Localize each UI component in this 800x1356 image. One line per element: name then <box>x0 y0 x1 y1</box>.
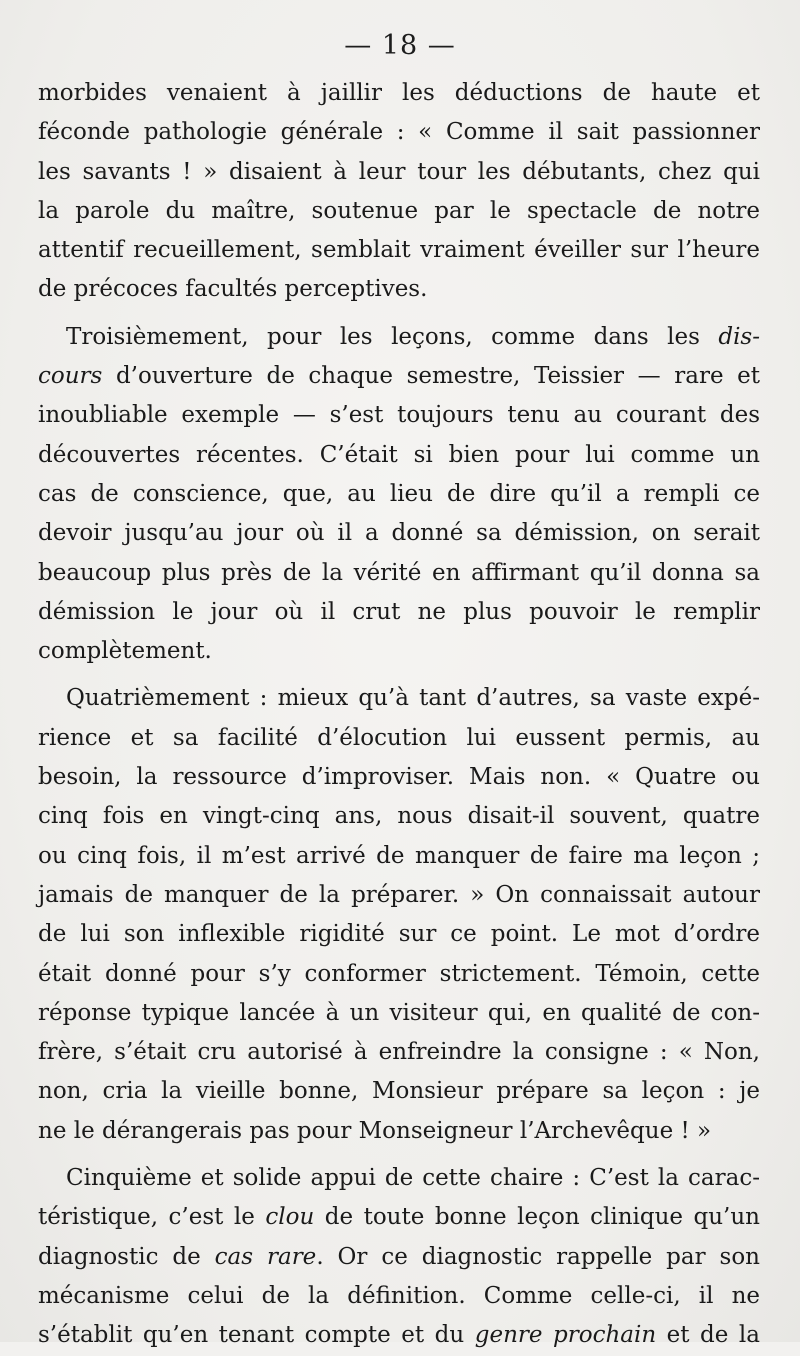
text-line: réponse typique lancée à un visiteur qui, en qualité de con- <box>38 999 760 1026</box>
text-line: ou cinq fois, il m’est arrivé de manquer de faire ma leçon ; <box>38 842 760 869</box>
text-line: jamais de manquer de la préparer. » On connaissait autour <box>38 881 760 908</box>
text-line: Quatrièmement : mieux qu’à tant d’autres, sa vaste expé- <box>66 685 760 712</box>
body-text <box>38 74 760 1356</box>
text-line: mécanisme celui de la définition. Comme celle-ci, il ne <box>38 1282 760 1309</box>
text-line: inoubliable exemple — s’est toujours tenu au courant des <box>38 402 760 429</box>
page-number: — 18 — <box>344 30 456 61</box>
text-line: frère, s’était cru autorisé à enfreindre la consigne : « Non, <box>38 1039 760 1066</box>
paragraph-4 <box>38 1159 760 1355</box>
text-line: complètement. <box>38 638 212 665</box>
text-line: cas de conscience, que, au lieu de dire qu’il a rempli ce <box>38 480 760 507</box>
text-line: cinq fois en vingt-cinq ans, nous disait-il souvent, quatre <box>38 803 760 830</box>
text-line: rience et sa facilité d’élocution lui eussent permis, au <box>38 724 760 751</box>
text-line: attentif recueillement, semblait vraiment éveiller sur l’heure <box>38 237 760 264</box>
text-line: besoin, la ressource d’improviser. Mais non. « Quatre ou <box>38 764 760 791</box>
text-line: les savants ! » disaient à leur tour les débutants, chez qui <box>38 158 760 185</box>
text-line: démission le jour où il crut ne plus pouvoir le remplir <box>38 598 760 625</box>
paragraph-2 <box>38 318 760 672</box>
text-line: s’établit qu’en tenant compte et du genre prochain et de la <box>38 1322 760 1349</box>
text-line: la parole du maître, soutenue par le spectacle de notre <box>38 197 760 224</box>
text-line: non, cria la vieille bonne, Monsieur prépare sa leçon : je <box>38 1078 760 1105</box>
text-line: ne le dérangerais pas pour Monseigneur l’Archevêque ! » <box>38 1117 712 1144</box>
text-line: Cinquième et solide appui de cette chaire : C’est la carac- <box>66 1165 760 1192</box>
text-line: téristique, c’est le clou de toute bonne leçon clinique qu’un <box>38 1204 760 1231</box>
text-line: féconde pathologie générale : « Comme il sait passionner <box>38 119 760 146</box>
text-line: Troisièmement, pour les leçons, comme dans les dis- <box>66 323 760 350</box>
text-line: cours d’ouverture de chaque semestre, Teissier — rare et <box>38 363 760 390</box>
text-line: diagnostic de cas rare. Or ce diagnostic rappelle par son <box>38 1243 760 1270</box>
text-line: devoir jusqu’au jour où il a donné sa démission, on serait <box>38 520 760 547</box>
paragraph-3 <box>38 679 760 1151</box>
text-line: morbides venaient à jaillir les déductions de haute et <box>38 80 760 106</box>
text-line: de lui son inflexible rigidité sur ce point. Le mot d’ordre <box>38 921 760 948</box>
text-line: beaucoup plus près de la vérité en affirmant qu’il donna sa <box>38 559 760 586</box>
text-line: de précoces facultés perceptives. <box>38 276 428 303</box>
paragraph-1 <box>38 74 760 310</box>
text-line: découvertes récentes. C’était si bien pour lui comme un <box>38 441 760 468</box>
text-line: était donné pour s’y conformer strictement. Témoin, cette <box>38 960 760 987</box>
